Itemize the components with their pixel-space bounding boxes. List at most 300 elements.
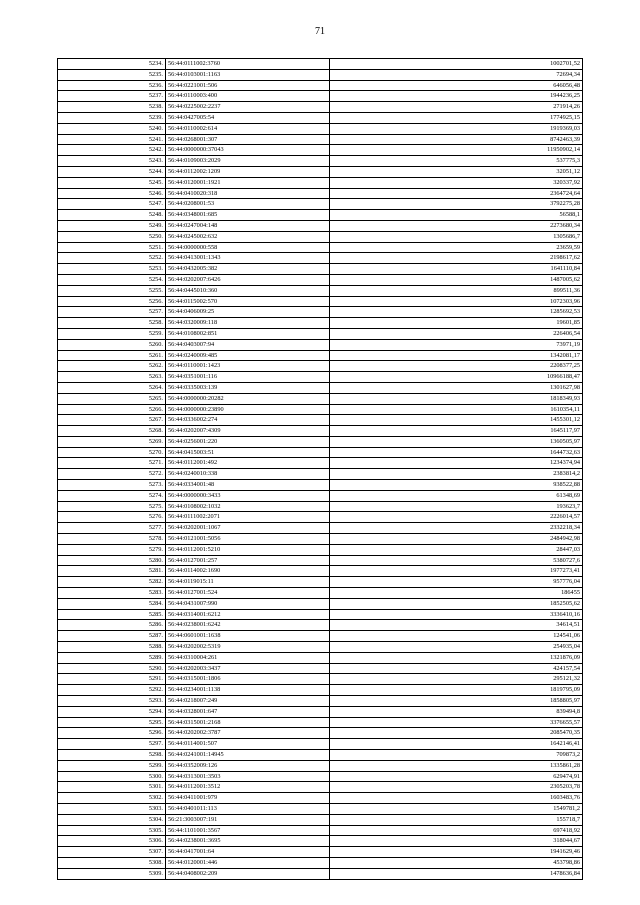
row-number-cell: 5306. — [58, 836, 166, 847]
value-cell: 72694,34 — [330, 69, 583, 80]
value-cell: 5380727,6 — [330, 555, 583, 566]
row-number-cell: 5288. — [58, 642, 166, 653]
cadastral-number-cell: 56:44:0208001:53 — [166, 199, 330, 210]
row-number-cell: 5305. — [58, 825, 166, 836]
table-row — [58, 285, 583, 296]
cadastral-number-cell: 56:44:0328001:647 — [166, 706, 330, 717]
table-row — [58, 318, 583, 329]
cadastral-number-cell: 56:44:0415003:51 — [166, 447, 330, 458]
cadastral-number-cell: 56:44:0334001:48 — [166, 480, 330, 491]
row-number-cell: 5275. — [58, 501, 166, 512]
value-cell: 1603483,76 — [330, 793, 583, 804]
cadastral-number-cell: 56:44:0202003:3437 — [166, 663, 330, 674]
value-cell: 73971,19 — [330, 339, 583, 350]
value-cell: 1819795,09 — [330, 685, 583, 696]
table-row — [58, 544, 583, 555]
value-cell: 1285692,53 — [330, 307, 583, 318]
cadastral-number-cell: 56:44:0247004:148 — [166, 220, 330, 231]
row-number-cell: 5266. — [58, 404, 166, 415]
table-row — [58, 469, 583, 480]
row-number-cell: 5247. — [58, 199, 166, 210]
cadastral-number-cell: 56:44:0241001:14945 — [166, 750, 330, 761]
cadastral-number-cell: 56:44:0109003:2029 — [166, 156, 330, 167]
table-row — [58, 803, 583, 814]
table-row — [58, 112, 583, 123]
cadastral-number-cell: 56:44:0225002:2237 — [166, 102, 330, 113]
cadastral-number-cell: 56:44:0127001:524 — [166, 588, 330, 599]
value-cell: 1002701,52 — [330, 59, 583, 70]
cadastral-number-cell: 56:21:3003007:191 — [166, 814, 330, 825]
value-cell: 2208377,25 — [330, 361, 583, 372]
table-row — [58, 350, 583, 361]
table-row — [58, 577, 583, 588]
row-number-cell: 5271. — [58, 458, 166, 469]
cadastral-number-cell: 56:44:0417001:64 — [166, 847, 330, 858]
value-cell: 2383814,2 — [330, 469, 583, 480]
value-cell: 2085470,35 — [330, 728, 583, 739]
table-row — [58, 771, 583, 782]
value-cell: 709873,2 — [330, 750, 583, 761]
row-number-cell: 5261. — [58, 350, 166, 361]
cadastral-number-cell: 56:44:0103001:1163 — [166, 69, 330, 80]
table-row — [58, 177, 583, 188]
value-cell: 34614,51 — [330, 620, 583, 631]
row-number-cell: 5253. — [58, 264, 166, 275]
cadastral-number-cell: 56:44:0112001:492 — [166, 458, 330, 469]
value-cell: 11950902,14 — [330, 145, 583, 156]
row-number-cell: 5249. — [58, 220, 166, 231]
row-number-cell: 5285. — [58, 609, 166, 620]
row-number-cell: 5263. — [58, 372, 166, 383]
value-cell: 1478636,84 — [330, 868, 583, 879]
table-row — [58, 393, 583, 404]
cadastral-number-cell: 56:44:0202002:5319 — [166, 642, 330, 653]
row-number-cell: 5236. — [58, 80, 166, 91]
cadastral-number-cell: 56:44:0401011:113 — [166, 803, 330, 814]
value-cell: 28447,03 — [330, 544, 583, 555]
value-cell: 1774925,15 — [330, 112, 583, 123]
table-row — [58, 674, 583, 685]
row-number-cell: 5262. — [58, 361, 166, 372]
cadastral-number-cell: 56:44:0111002:2071 — [166, 512, 330, 523]
value-cell: 1641110,84 — [330, 264, 583, 275]
row-number-cell: 5238. — [58, 102, 166, 113]
value-cell: 1342081,17 — [330, 350, 583, 361]
row-number-cell: 5240. — [58, 123, 166, 134]
table-row — [58, 134, 583, 145]
row-number-cell: 5235. — [58, 69, 166, 80]
value-cell: 1301627,98 — [330, 382, 583, 393]
value-cell: 3792275,28 — [330, 199, 583, 210]
value-cell: 3336410,16 — [330, 609, 583, 620]
table-row — [58, 868, 583, 879]
value-cell: 320337,92 — [330, 177, 583, 188]
cadastral-number-cell: 56:44:0427005:54 — [166, 112, 330, 123]
table-row — [58, 814, 583, 825]
table-row — [58, 436, 583, 447]
table-row — [58, 307, 583, 318]
cadastral-number-cell: 56:44:0320009:118 — [166, 318, 330, 329]
value-cell: 19601,85 — [330, 318, 583, 329]
value-cell: 2484942,98 — [330, 534, 583, 545]
cadastral-number-cell: 56:44:0310004:261 — [166, 652, 330, 663]
row-number-cell: 5250. — [58, 231, 166, 242]
value-cell: 3376655,57 — [330, 717, 583, 728]
value-cell: 1360505,97 — [330, 436, 583, 447]
table-row — [58, 264, 583, 275]
table-row — [58, 80, 583, 91]
value-cell: 32051,12 — [330, 166, 583, 177]
cadastral-number-cell: 56:44:0000000:20282 — [166, 393, 330, 404]
value-cell: 124541,06 — [330, 631, 583, 642]
row-number-cell: 5309. — [58, 868, 166, 879]
value-cell: 61348,69 — [330, 490, 583, 501]
table-row — [58, 609, 583, 620]
row-number-cell: 5298. — [58, 750, 166, 761]
cadastral-number-cell: 56:44:0351001:116 — [166, 372, 330, 383]
row-number-cell: 5276. — [58, 512, 166, 523]
table-row — [58, 598, 583, 609]
value-cell: 1321876,09 — [330, 652, 583, 663]
row-number-cell: 5277. — [58, 523, 166, 534]
cadastral-number-cell: 56:44:0313001:3503 — [166, 771, 330, 782]
cadastral-number-cell: 56:44:0314001:6212 — [166, 609, 330, 620]
value-cell: 424157,54 — [330, 663, 583, 674]
row-number-cell: 5251. — [58, 242, 166, 253]
table-row — [58, 620, 583, 631]
value-cell: 193623,7 — [330, 501, 583, 512]
row-number-cell: 5241. — [58, 134, 166, 145]
cadastral-number-cell: 56:44:0432005:382 — [166, 264, 330, 275]
table-row — [58, 782, 583, 793]
page-number: 71 — [315, 26, 325, 37]
table-row — [58, 555, 583, 566]
value-cell: 2364724,64 — [330, 188, 583, 199]
value-cell: 1487005,62 — [330, 274, 583, 285]
row-number-cell: 5242. — [58, 145, 166, 156]
cadastral-number-cell: 56:44:0112001:3512 — [166, 782, 330, 793]
table-row — [58, 123, 583, 134]
cadastral-number-cell: 56:44:0403007:94 — [166, 339, 330, 350]
cadastral-number-cell: 56:44:0238001:3695 — [166, 836, 330, 847]
value-cell: 295121,32 — [330, 674, 583, 685]
table-row — [58, 512, 583, 523]
row-number-cell: 5256. — [58, 296, 166, 307]
cadastral-number-cell: 56:44:0202002:3787 — [166, 728, 330, 739]
value-cell: 2226014,57 — [330, 512, 583, 523]
value-cell: 1455301,12 — [330, 415, 583, 426]
row-number-cell: 5254. — [58, 274, 166, 285]
cadastral-number-cell: 56:44:0108002:1032 — [166, 501, 330, 512]
row-number-cell: 5292. — [58, 685, 166, 696]
cadastral-number-cell: 56:44:0112001:5210 — [166, 544, 330, 555]
cadastral-number-cell: 56:44:0000000:558 — [166, 242, 330, 253]
cadastral-number-cell: 56:44:0110003:400 — [166, 91, 330, 102]
table-row — [58, 145, 583, 156]
table-row — [58, 415, 583, 426]
table-row — [58, 210, 583, 221]
row-number-cell: 5291. — [58, 674, 166, 685]
row-number-cell: 5281. — [58, 566, 166, 577]
cadastral-number-cell: 56:44:0000000:37043 — [166, 145, 330, 156]
value-cell: 1818349,93 — [330, 393, 583, 404]
cadastral-number-cell: 56:44:0114001:507 — [166, 739, 330, 750]
row-number-cell: 5296. — [58, 728, 166, 739]
cadastral-number-cell: 56:44:0221001:506 — [166, 80, 330, 91]
cadastral-number-cell: 56:44:0336002:274 — [166, 415, 330, 426]
table-row — [58, 253, 583, 264]
value-cell: 1549781,2 — [330, 803, 583, 814]
cadastral-number-cell: 56:44:0315001:2168 — [166, 717, 330, 728]
table-row — [58, 696, 583, 707]
table-row — [58, 642, 583, 653]
row-number-cell: 5268. — [58, 426, 166, 437]
table-row — [58, 231, 583, 242]
table-row — [58, 793, 583, 804]
data-table — [57, 58, 583, 880]
value-cell: 1919369,03 — [330, 123, 583, 134]
row-number-cell: 5290. — [58, 663, 166, 674]
cadastral-number-cell: 56:44:0410020:318 — [166, 188, 330, 199]
cadastral-number-cell: 56:44:0218007:249 — [166, 696, 330, 707]
table-row — [58, 426, 583, 437]
value-cell: 1234374,94 — [330, 458, 583, 469]
table-row — [58, 750, 583, 761]
table-row — [58, 836, 583, 847]
value-cell: 957776,04 — [330, 577, 583, 588]
row-number-cell: 5289. — [58, 652, 166, 663]
row-number-cell: 5246. — [58, 188, 166, 199]
table-row — [58, 706, 583, 717]
cadastral-number-cell: 56:44:0601001:1638 — [166, 631, 330, 642]
cadastral-number-cell: 56:44:1101001:3567 — [166, 825, 330, 836]
cadastral-number-cell: 56:44:0445010:360 — [166, 285, 330, 296]
cadastral-number-cell: 56:44:0240009:485 — [166, 350, 330, 361]
table-row — [58, 588, 583, 599]
value-cell: 938522,88 — [330, 480, 583, 491]
row-number-cell: 5243. — [58, 156, 166, 167]
row-number-cell: 5300. — [58, 771, 166, 782]
value-cell: 537775,3 — [330, 156, 583, 167]
table-row — [58, 69, 583, 80]
value-cell: 23659,59 — [330, 242, 583, 253]
cadastral-number-cell: 56:44:0120001:1921 — [166, 177, 330, 188]
table-row — [58, 199, 583, 210]
row-number-cell: 5252. — [58, 253, 166, 264]
row-number-cell: 5244. — [58, 166, 166, 177]
value-cell: 1977273,41 — [330, 566, 583, 577]
value-cell: 1852505,62 — [330, 598, 583, 609]
row-number-cell: 5248. — [58, 210, 166, 221]
value-cell: 2198617,62 — [330, 253, 583, 264]
table-row — [58, 825, 583, 836]
value-cell: 2273680,34 — [330, 220, 583, 231]
table-row — [58, 857, 583, 868]
row-number-cell: 5283. — [58, 588, 166, 599]
cadastral-number-cell: 56:44:0431007:990 — [166, 598, 330, 609]
row-number-cell: 5234. — [58, 59, 166, 70]
table-row — [58, 328, 583, 339]
value-cell: 1944236,25 — [330, 91, 583, 102]
row-number-cell: 5294. — [58, 706, 166, 717]
value-cell: 2305203,78 — [330, 782, 583, 793]
table-row — [58, 404, 583, 415]
cadastral-number-cell: 56:44:0115002:570 — [166, 296, 330, 307]
cadastral-number-cell: 56:44:0256001:220 — [166, 436, 330, 447]
cadastral-number-cell: 56:44:0120001:446 — [166, 857, 330, 868]
row-number-cell: 5245. — [58, 177, 166, 188]
table-row — [58, 739, 583, 750]
cadastral-number-cell: 56:44:0408002:209 — [166, 868, 330, 879]
row-number-cell: 5272. — [58, 469, 166, 480]
table-row — [58, 652, 583, 663]
table-row — [58, 59, 583, 70]
cadastral-number-cell: 56:44:0245002:632 — [166, 231, 330, 242]
table-row — [58, 717, 583, 728]
cadastral-number-cell: 56:44:0335003:139 — [166, 382, 330, 393]
value-cell: 318044,67 — [330, 836, 583, 847]
cadastral-number-cell: 56:44:0110002:614 — [166, 123, 330, 134]
cadastral-number-cell: 56:44:0111002:3760 — [166, 59, 330, 70]
table-row — [58, 220, 583, 231]
value-cell: 1072303,96 — [330, 296, 583, 307]
row-number-cell: 5293. — [58, 696, 166, 707]
table-row — [58, 480, 583, 491]
row-number-cell: 5282. — [58, 577, 166, 588]
table-row — [58, 663, 583, 674]
row-number-cell: 5301. — [58, 782, 166, 793]
row-number-cell: 5284. — [58, 598, 166, 609]
cadastral-number-cell: 56:44:0114002:1690 — [166, 566, 330, 577]
row-number-cell: 5304. — [58, 814, 166, 825]
table-row — [58, 166, 583, 177]
table-row — [58, 458, 583, 469]
row-number-cell: 5299. — [58, 760, 166, 771]
table-row — [58, 274, 583, 285]
table-row — [58, 501, 583, 512]
row-number-cell: 5237. — [58, 91, 166, 102]
row-number-cell: 5297. — [58, 739, 166, 750]
table-row — [58, 156, 583, 167]
cadastral-number-cell: 56:44:0268001:307 — [166, 134, 330, 145]
cadastral-number-cell: 56:44:0352009:126 — [166, 760, 330, 771]
row-number-cell: 5279. — [58, 544, 166, 555]
table-row — [58, 382, 583, 393]
row-number-cell: 5308. — [58, 857, 166, 868]
value-cell: 56588,1 — [330, 210, 583, 221]
row-number-cell: 5258. — [58, 318, 166, 329]
row-number-cell: 5265. — [58, 393, 166, 404]
table-row — [58, 361, 583, 372]
row-number-cell: 5286. — [58, 620, 166, 631]
table-row — [58, 102, 583, 113]
table-row — [58, 523, 583, 534]
value-cell: 1645117,97 — [330, 426, 583, 437]
value-cell: 1858805,97 — [330, 696, 583, 707]
row-number-cell: 5239. — [58, 112, 166, 123]
value-cell: 1642146,41 — [330, 739, 583, 750]
table-row — [58, 728, 583, 739]
table-row — [58, 188, 583, 199]
value-cell: 697418,92 — [330, 825, 583, 836]
value-cell: 1335861,28 — [330, 760, 583, 771]
row-number-cell: 5287. — [58, 631, 166, 642]
table-row — [58, 242, 583, 253]
value-cell: 1305686,7 — [330, 231, 583, 242]
table-row — [58, 490, 583, 501]
cadastral-number-cell: 56:44:0315001:1806 — [166, 674, 330, 685]
row-number-cell: 5307. — [58, 847, 166, 858]
value-cell: 899511,36 — [330, 285, 583, 296]
cadastral-number-cell: 56:44:0119015:11 — [166, 577, 330, 588]
cadastral-number-cell: 56:44:0240010:338 — [166, 469, 330, 480]
value-cell: 10966188,47 — [330, 372, 583, 383]
value-cell: 1941629,46 — [330, 847, 583, 858]
cadastral-number-cell: 56:44:0000000:3433 — [166, 490, 330, 501]
value-cell: 839494,8 — [330, 706, 583, 717]
value-cell: 155718,7 — [330, 814, 583, 825]
value-cell: 1610354,11 — [330, 404, 583, 415]
row-number-cell: 5280. — [58, 555, 166, 566]
row-number-cell: 5269. — [58, 436, 166, 447]
row-number-cell: 5270. — [58, 447, 166, 458]
value-cell: 629474,91 — [330, 771, 583, 782]
value-cell: 1644732,63 — [330, 447, 583, 458]
table-row — [58, 372, 583, 383]
row-number-cell: 5273. — [58, 480, 166, 491]
cadastral-number-cell: 56:44:0110001:1423 — [166, 361, 330, 372]
table-body — [58, 59, 583, 880]
row-number-cell: 5303. — [58, 803, 166, 814]
cadastral-number-cell: 56:44:0108002:851 — [166, 328, 330, 339]
cadastral-number-cell: 56:44:0411001:979 — [166, 793, 330, 804]
table-row — [58, 296, 583, 307]
table-row — [58, 760, 583, 771]
cadastral-number-cell: 56:44:0348001:685 — [166, 210, 330, 221]
cadastral-number-cell: 56:44:0202007:4309 — [166, 426, 330, 437]
cadastral-number-cell: 56:44:0234001:1138 — [166, 685, 330, 696]
value-cell: 646056,48 — [330, 80, 583, 91]
row-number-cell: 5278. — [58, 534, 166, 545]
table-row — [58, 91, 583, 102]
table-row — [58, 847, 583, 858]
row-number-cell: 5274. — [58, 490, 166, 501]
table-row — [58, 534, 583, 545]
cadastral-number-cell: 56:44:0121001:5056 — [166, 534, 330, 545]
value-cell: 226406,54 — [330, 328, 583, 339]
cadastral-number-cell: 56:44:0413001:1343 — [166, 253, 330, 264]
table-row — [58, 339, 583, 350]
row-number-cell: 5257. — [58, 307, 166, 318]
cadastral-number-cell: 56:44:0238001:6242 — [166, 620, 330, 631]
value-cell: 453798,86 — [330, 857, 583, 868]
value-cell: 2332218,34 — [330, 523, 583, 534]
cadastral-number-cell: 56:44:0127001:257 — [166, 555, 330, 566]
value-cell: 186455 — [330, 588, 583, 599]
row-number-cell: 5260. — [58, 339, 166, 350]
row-number-cell: 5264. — [58, 382, 166, 393]
value-cell: 8742463,39 — [330, 134, 583, 145]
row-number-cell: 5302. — [58, 793, 166, 804]
cadastral-number-cell: 56:44:0202001:1067 — [166, 523, 330, 534]
cadastral-number-cell: 56:44:0112002:1209 — [166, 166, 330, 177]
cadastral-number-cell: 56:44:0202007:6426 — [166, 274, 330, 285]
row-number-cell: 5255. — [58, 285, 166, 296]
table-row — [58, 566, 583, 577]
cadastral-number-cell: 56:44:0406009:25 — [166, 307, 330, 318]
cadastral-number-cell: 56:44:0000000:23890 — [166, 404, 330, 415]
value-cell: 254935,04 — [330, 642, 583, 653]
